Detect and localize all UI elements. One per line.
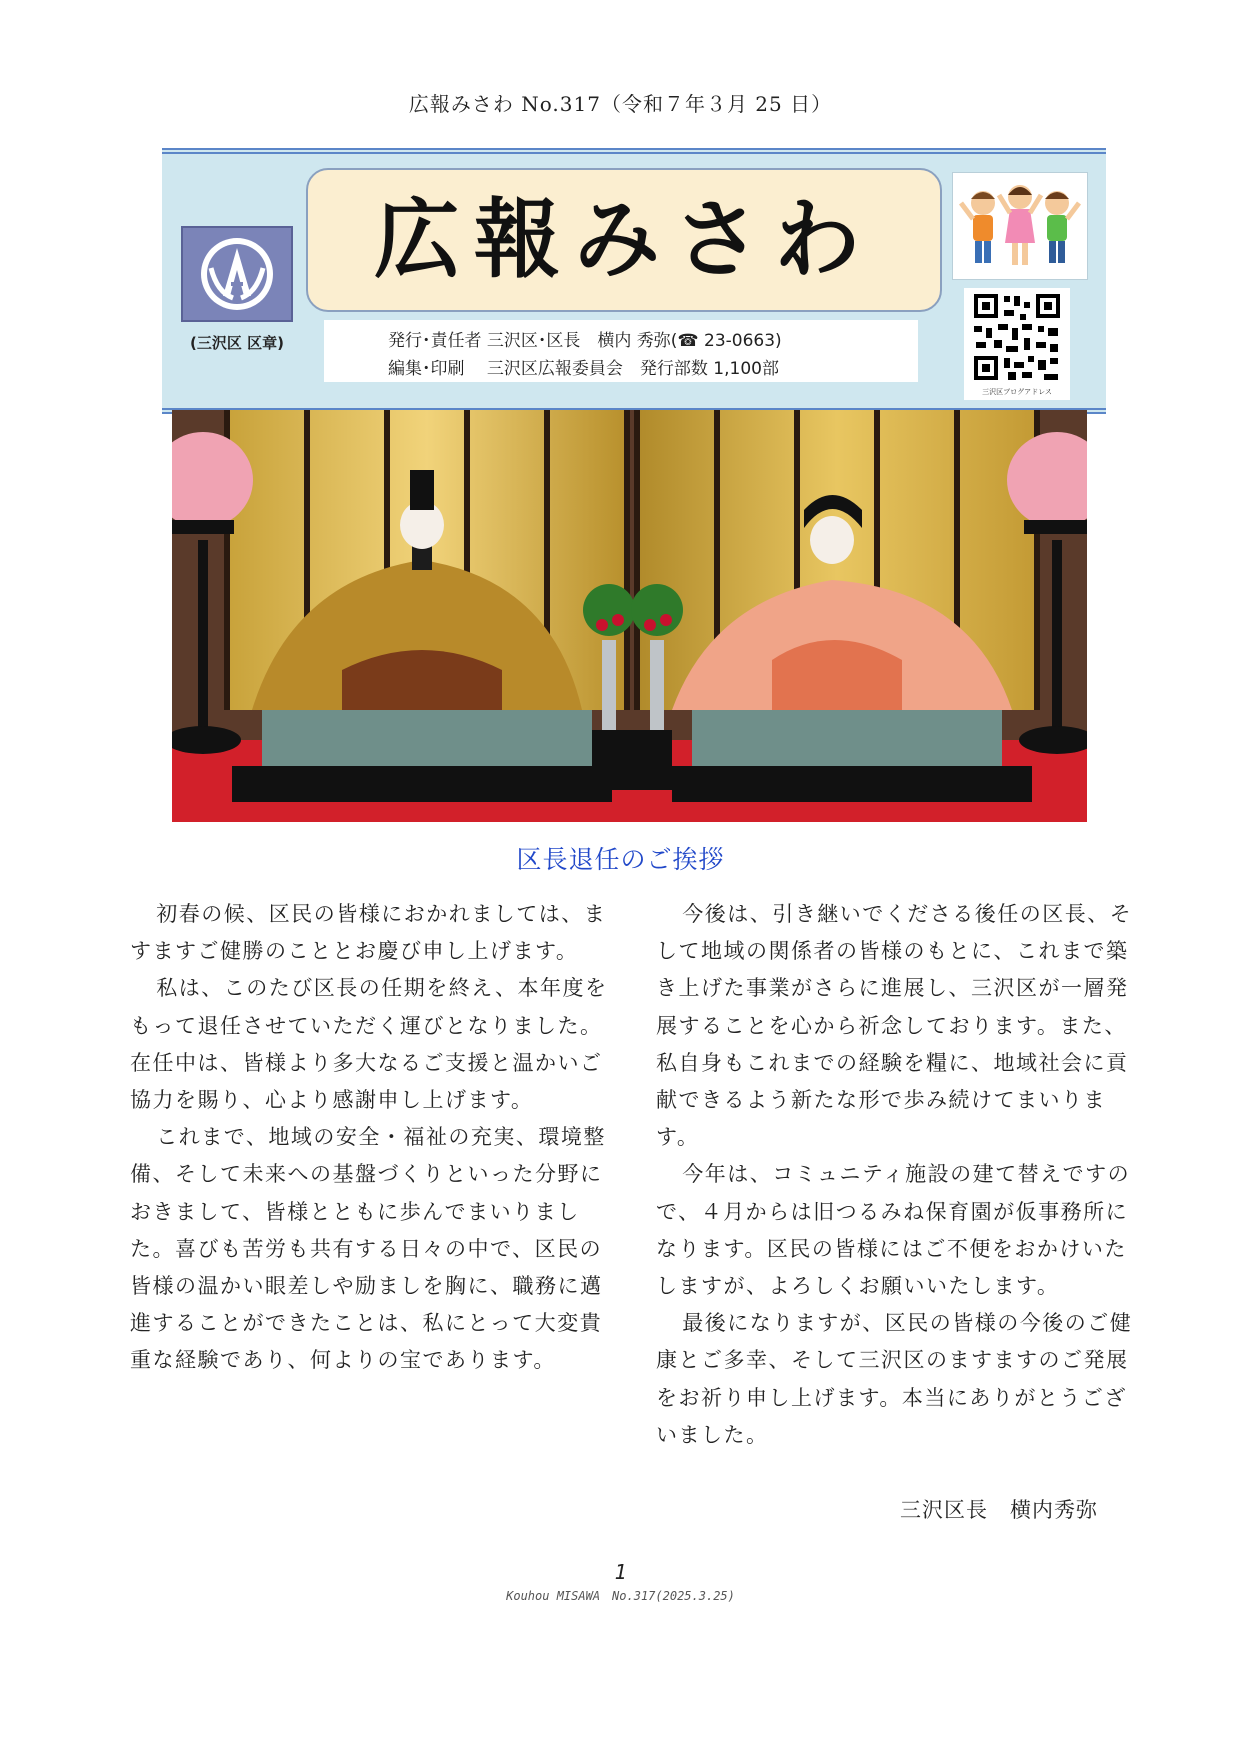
- editor-line: 編集･印刷 三沢区広報委員会 発行部数 1,100部: [388, 359, 779, 379]
- newsletter-title: 広報みさわ: [374, 190, 874, 290]
- masthead: [162, 148, 1106, 414]
- emblem-caption: (三沢区 区章): [190, 334, 284, 352]
- article-column-right: [656, 896, 1134, 1454]
- issue-line: 広報みさわ No.317（令和７年３月 25 日）: [408, 92, 833, 116]
- district-emblem: [181, 226, 293, 322]
- child-figure-center: [999, 185, 1041, 265]
- paragraph: 最後になりますが、区民の皆様の今後のご健康とご多幸、そして三沢区のますますのご発展をお祈り申し上げます。本当にありがとうございました。: [656, 1311, 1133, 1447]
- publisher-line: 発行･責任者 三沢区･区長 横内 秀弥(☎ 23-0663): [388, 331, 782, 351]
- qr-code[interactable]: [964, 288, 1070, 400]
- signature: 三沢区長 横内秀弥: [900, 1498, 1098, 1522]
- title-plate: [306, 168, 942, 312]
- paragraph: 初春の候、区民の皆様におかれましては、ますますご健勝のこととお慶び申し上げます。: [130, 902, 607, 964]
- paragraph: 今後は、引き継いでくださる後任の区長、そして地域の関係者の皆様のもとに、これまで築き上げた事業がさらに進展し、三沢区が一層発展することを心から祈念しております。また、私自身もこれまでの経験を糧に、地域社会に貢献できるよう新たな形で歩み続けてまいります。: [656, 902, 1133, 1150]
- page-footer: Kouhou MISAWA No.317(2025.3.25): [506, 1589, 735, 1603]
- page-number: 1: [614, 1560, 627, 1584]
- child-figure-right: [1045, 191, 1079, 263]
- child-figure-left: [961, 191, 995, 263]
- article-column-left: [130, 896, 608, 1380]
- qr-caption: 三沢区ブログアドレス: [982, 388, 1052, 396]
- emblem-icon: [197, 234, 277, 314]
- children-illustration: [952, 172, 1088, 280]
- article-heading: 区長退任のご挨拶: [516, 845, 725, 874]
- paragraph: 今年は、コミュニティ施設の建て替えですので、４月からは旧つるみね保育園が仮事務所になります。区民の皆様にはご不便をおかけいたしますが、よろしくお願いいたします。: [656, 1162, 1131, 1299]
- paragraph: これまで、地域の安全・福祉の充実、環境整備、そして未来への基盤づくりといった分野におきまして、皆様とともに歩んでまいりました。喜びも苦労も共有する日々の中で、区民の皆様の温かい眼差しや励ましを胸に、職務に邁進することができたことは、私にとって大変貴重な経験であり、何よりの宝であります。: [130, 1125, 606, 1373]
- paragraph: 私は、このたび区長の任期を終え、本年度をもって退任させていただく運びとなりました。在任中は、皆様より多大なるご支援と温かいご協力を賜り、心より感謝申し上げます。: [130, 976, 608, 1113]
- qr-code-icon: [964, 288, 1070, 384]
- hina-dolls-photo: [172, 410, 1087, 822]
- publisher-info: [324, 320, 918, 382]
